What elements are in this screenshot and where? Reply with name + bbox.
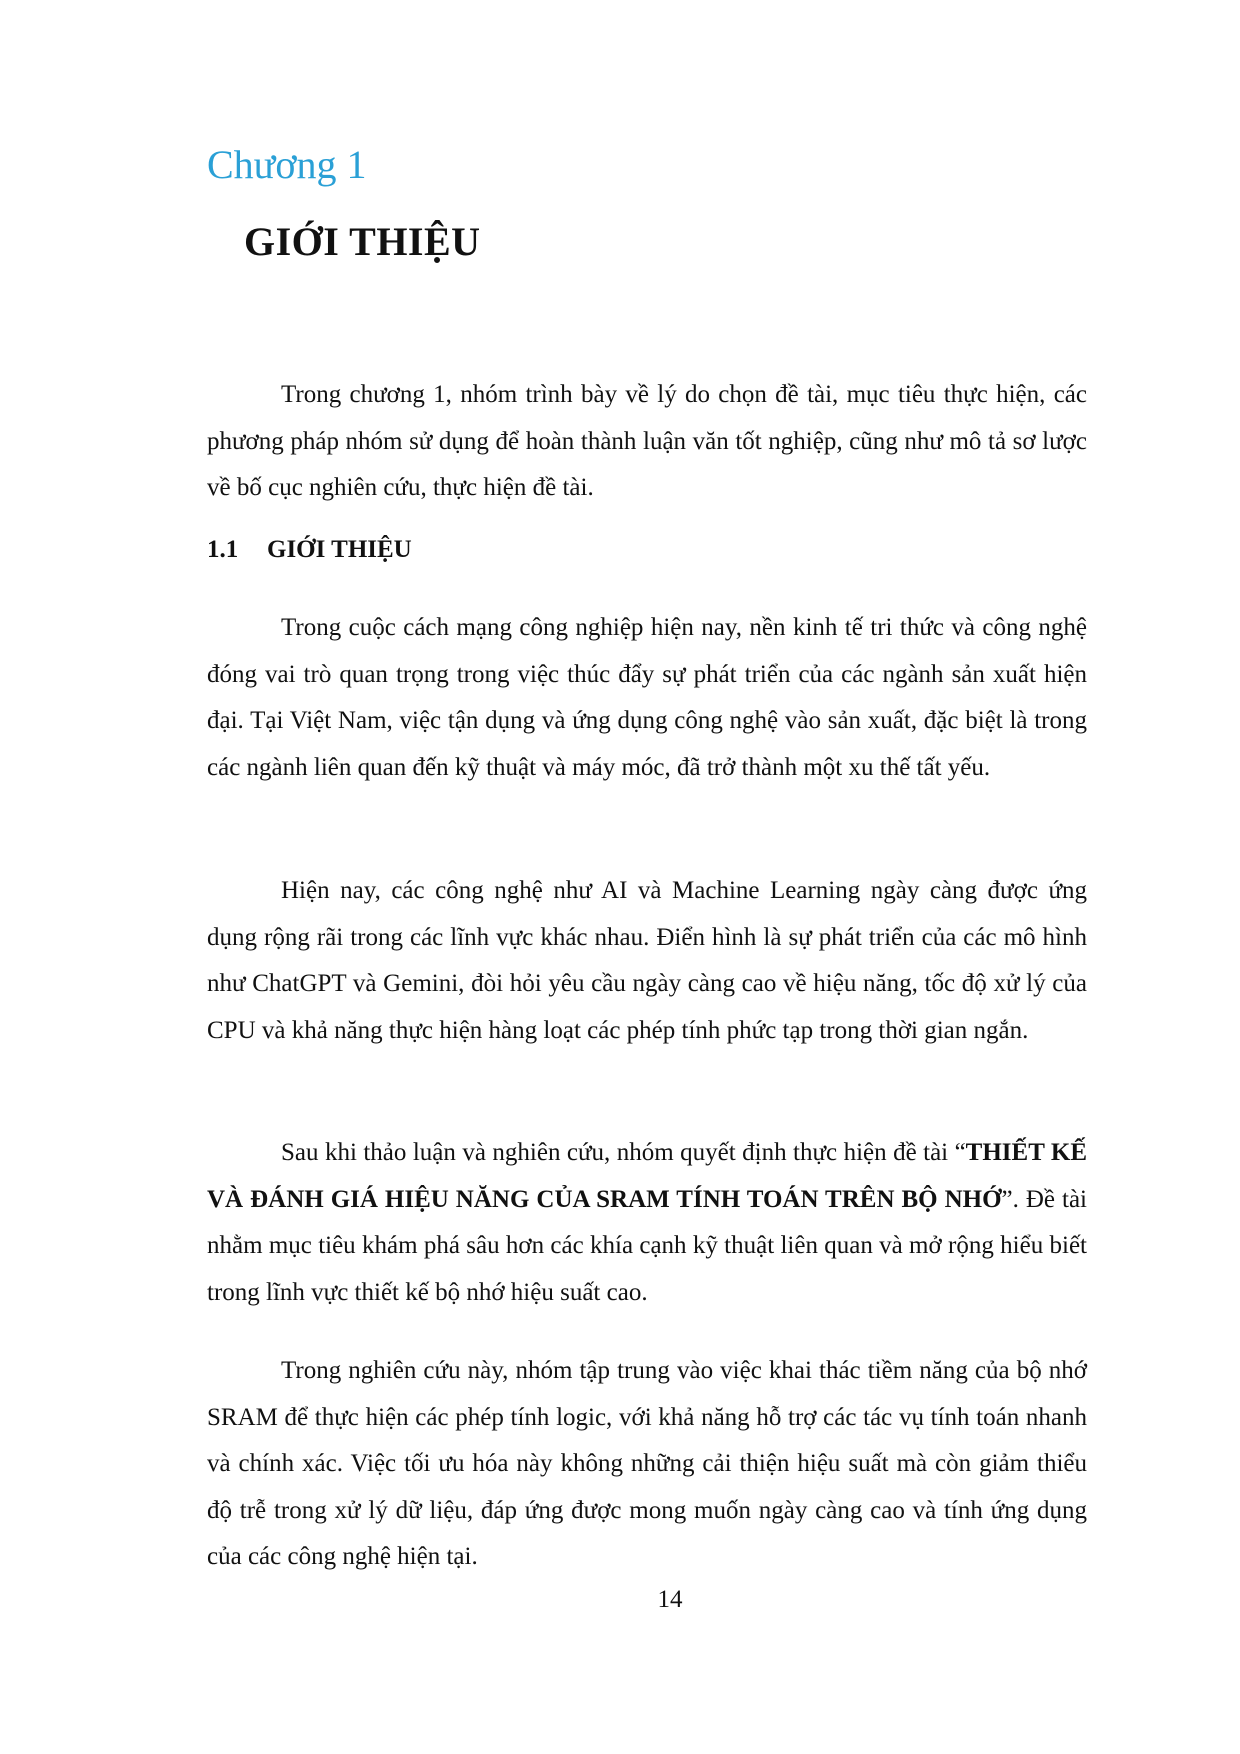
page-number: 14 — [657, 1586, 683, 1613]
paragraph-3-block — [207, 1130, 1087, 1316]
paragraph-4-block — [207, 1348, 1087, 1581]
section-title: GIỚI THIỆU — [267, 536, 412, 563]
chapter-intro — [207, 372, 1087, 512]
paragraph-2: Hiện nay, các công nghệ như AI và Machine Learning ngày càng được ứng dụng rộng rãi trong các lĩnh vực khác nhau. Điển hình là sự phát triển của các mô hình như ChatGPT và Gemini, đòi hỏi yêu cầu ngày càng cao về hiệu năng, tốc độ xử lý của CPU và khả năng thực hiện hàng loạt các phép tính phức tạp trong thời gian ngắn. — [207, 877, 1087, 1044]
paragraph-1-block — [207, 605, 1087, 791]
paragraph-2-block — [207, 868, 1087, 1054]
paragraph-4: Trong nghiên cứu này, nhóm tập trung vào việc khai thác tiềm năng của bộ nhớ SRAM để thực hiện các phép tính logic, với khả năng hỗ trợ các tác vụ tính toán nhanh và chính xác. Việc tối ưu hóa này không những cải thiện hiệu suất mà còn giảm thiểu độ trễ trong xử lý dữ liệu, đáp ứng được mong muốn ngày càng cao và tính ứng dụng của các công nghệ hiện tại. — [207, 1357, 1087, 1570]
paragraph-1: Trong cuộc cách mạng công nghiệp hiện nay, nền kinh tế tri thức và công nghệ đóng vai trò quan trọng trong việc thúc đẩy sự phát triển của các ngành sản xuất hiện đại. Tại Việt Nam, việc tận dụng và ứng dụng công nghệ vào sản xuất, đặc biệt là trong các ngành liên quan đến kỹ thuật và máy móc, đã trở thành một xu thế tất yếu. — [207, 614, 1087, 781]
chapter-title: GIỚI THIỆU — [244, 219, 481, 264]
paragraph-3 — [207, 1130, 1087, 1316]
paragraph-3-tail: ”. Đề tài nhằm mục tiêu khám phá sâu hơn các khía cạnh kỹ thuật liên quan và mở rộng hiểu biết trong lĩnh vực thiết kế bộ nhớ hiệu suất cao. — [207, 1185, 1088, 1306]
chapter-label: Chương 1 — [207, 142, 367, 187]
intro-paragraph: Trong chương 1, nhóm trình bày về lý do chọn đề tài, mục tiêu thực hiện, các phương pháp nhóm sử dụng để hoàn thành luận văn tốt nghiệp, cũng như mô tả sơ lược về bố cục nghiên cứu, thực hiện đề tài. — [207, 381, 1087, 501]
thesis-title: THIẾT KẾ VÀ ĐÁNH GIÁ HIỆU NĂNG CỦA SRAM TÍNH TOÁN TRÊN BỘ NHỚ — [207, 1139, 1087, 1213]
section-heading — [207, 530, 412, 570]
section-number: 1.1 — [207, 536, 239, 563]
paragraph-3-lead: Sau khi thảo luận và nghiên cứu, nhóm quyết định thực hiện đề tài “ — [281, 1139, 966, 1166]
